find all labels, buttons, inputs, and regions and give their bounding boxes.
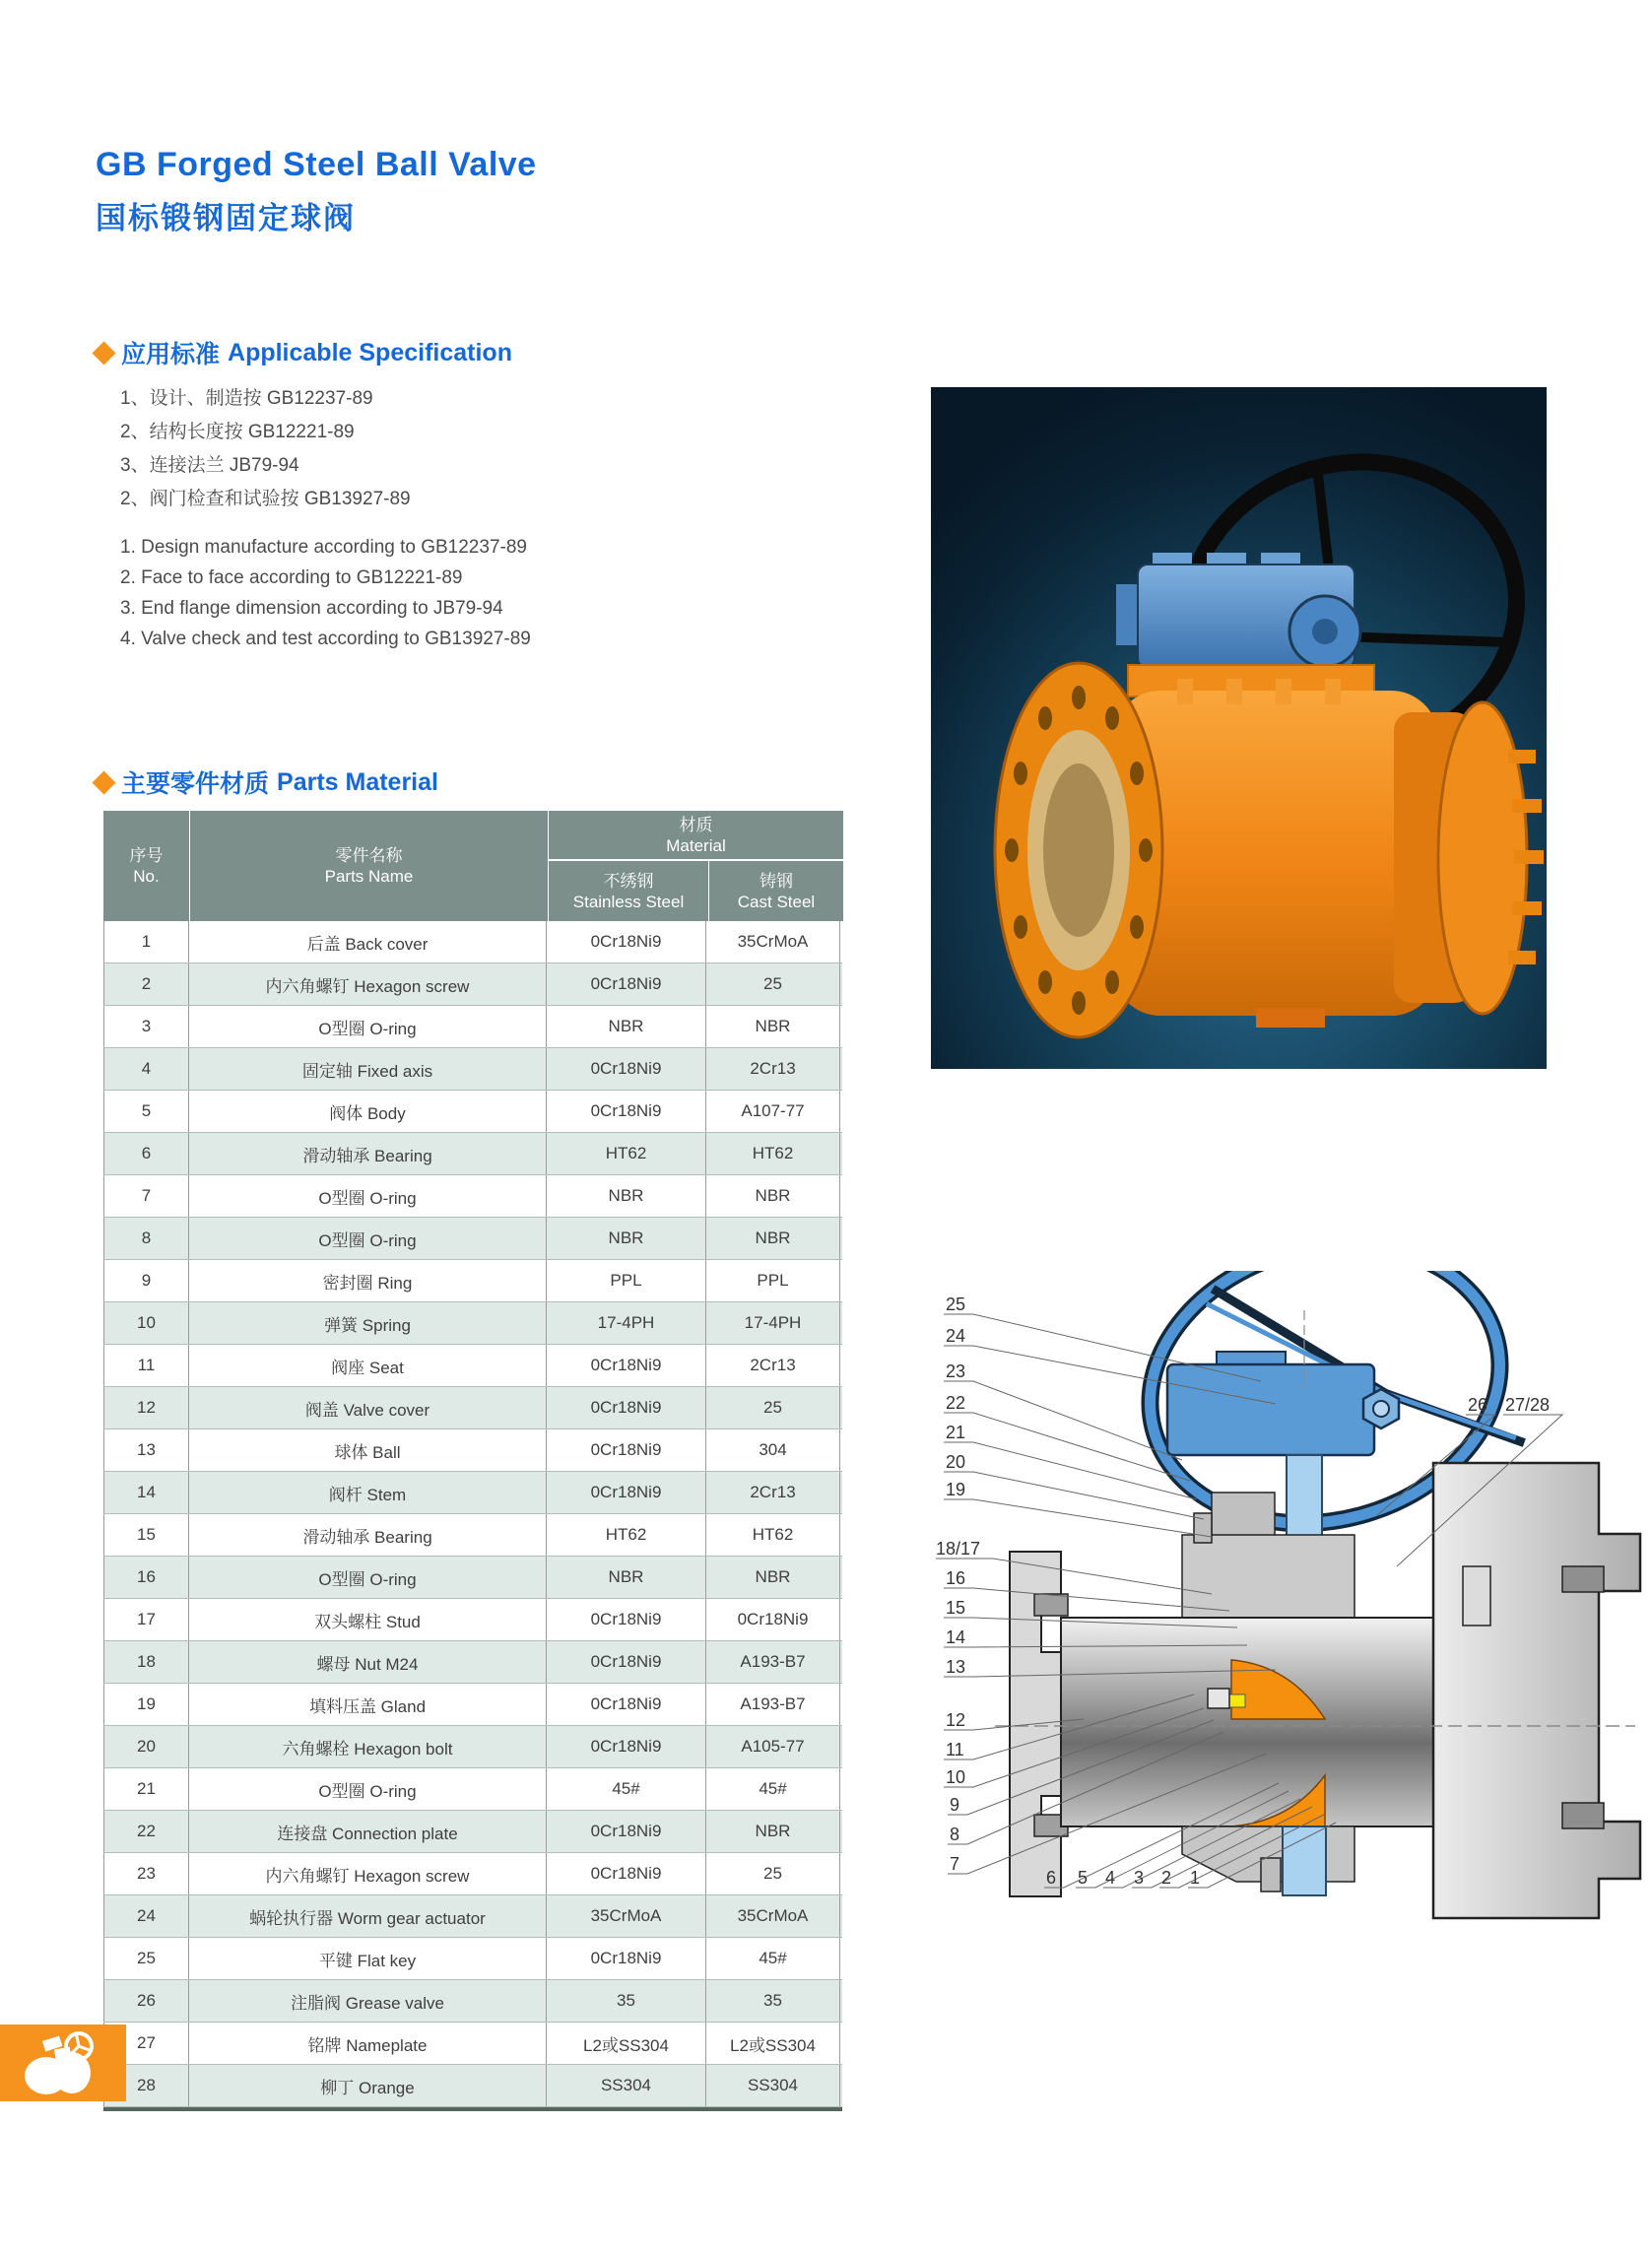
callout-label: 20 — [946, 1452, 966, 1472]
table-row — [103, 1768, 842, 1811]
table-cell-name: 内六角螺钉 Hexagon screw — [189, 963, 547, 1005]
table-cell-name: 固定轴 Fixed axis — [189, 1048, 547, 1090]
table-cell-no: 6 — [103, 1133, 189, 1174]
table-cell-name: 六角螺栓 Hexagon bolt — [189, 1726, 547, 1767]
callout-label: 6 — [1046, 1868, 1057, 1888]
table-cell-no: 1 — [103, 921, 189, 963]
table-cell-stainless: HT62 — [547, 1514, 706, 1556]
callout-label: 13 — [946, 1657, 966, 1677]
table-cell-name: 平键 Flat key — [189, 1938, 547, 1979]
table-cell-cast: NBR — [706, 1006, 840, 1047]
spec-heading-en: Applicable Specification — [228, 338, 512, 366]
spec-section-heading — [96, 335, 512, 370]
spec-item: 3、连接法兰 JB79-94 — [120, 455, 299, 476]
table-row — [103, 921, 842, 963]
table-cell-name: O型圈 O-ring — [189, 1218, 547, 1259]
brand-logo — [0, 2025, 126, 2101]
valve-logo-icon — [0, 2025, 126, 2101]
table-cell-stainless: 0Cr18Ni9 — [547, 1429, 706, 1471]
table-row — [103, 1938, 842, 1980]
table-cell-name: 内六角螺钉 Hexagon screw — [189, 1853, 547, 1894]
spec-item: 4. Valve check and test according to GB13927-89 — [120, 629, 531, 649]
table-row — [103, 1684, 842, 1726]
table-row — [103, 1980, 842, 2023]
table-cell-no: 26 — [103, 1980, 189, 2022]
table-cell-cast: NBR — [706, 1811, 840, 1852]
table-cell-stainless: 0Cr18Ni9 — [547, 1472, 706, 1513]
table-cell-no: 25 — [103, 1938, 189, 1979]
table-cell-no: 28 — [103, 2065, 189, 2106]
spec-item: 1. Design manufacture according to GB12237-89 — [120, 537, 527, 558]
table-row — [103, 1557, 842, 1599]
table-cell-stainless: 0Cr18Ni9 — [547, 1726, 706, 1767]
table-cell-stainless: NBR — [547, 1006, 706, 1047]
header-cell-material — [549, 811, 843, 921]
table-cell-stainless: 0Cr18Ni9 — [547, 963, 706, 1005]
table-cell-no: 16 — [103, 1557, 189, 1598]
parts-heading-zh: 主要零件材质 — [121, 770, 270, 798]
table-cell-name: 阀盖 Valve cover — [189, 1387, 547, 1428]
table-cell-cast: NBR — [706, 1218, 840, 1259]
table-cell-stainless: HT62 — [547, 1133, 706, 1174]
spec-heading-zh: 应用标准 — [121, 341, 221, 368]
table-row — [103, 963, 842, 1006]
table-cell-stainless: 0Cr18Ni9 — [547, 1599, 706, 1640]
table-row — [103, 1726, 842, 1768]
table-cell-name: 连接盘 Connection plate — [189, 1811, 547, 1852]
callout-label: 3 — [1134, 1868, 1145, 1888]
table-cell-cast: 2Cr13 — [706, 1048, 840, 1090]
table-cell-stainless: NBR — [547, 1218, 706, 1259]
table-cell-cast: HT62 — [706, 1514, 840, 1556]
table-cell-no: 9 — [103, 1260, 189, 1301]
callout-label: 7 — [950, 1854, 960, 1874]
table-cell-no: 7 — [103, 1175, 189, 1217]
table-cell-name: 双头螺柱 Stud — [189, 1599, 547, 1640]
diamond-icon — [92, 341, 115, 365]
table-cell-stainless: 0Cr18Ni9 — [547, 921, 706, 963]
callout-label: 15 — [946, 1598, 966, 1618]
table-cell-no: 11 — [103, 1345, 189, 1386]
table-cell-name: 注脂阀 Grease valve — [189, 1980, 547, 2022]
table-cell-name: 阀座 Seat — [189, 1345, 547, 1386]
parts-section-heading — [96, 764, 438, 800]
table-row — [103, 1599, 842, 1641]
callout-label: 8 — [950, 1825, 960, 1844]
table-cell-stainless: 0Cr18Ni9 — [547, 1345, 706, 1386]
table-row — [103, 1429, 842, 1472]
table-cell-no: 15 — [103, 1514, 189, 1556]
table-cell-cast: A193-B7 — [706, 1641, 840, 1683]
table-header — [103, 811, 842, 921]
table-cell-cast: 35 — [706, 1980, 840, 2022]
drawing-bore — [1061, 1618, 1437, 1826]
table-cell-name: O型圈 O-ring — [189, 1557, 547, 1598]
callout-label: 25 — [946, 1294, 966, 1314]
table-cell-cast: 35CrMoA — [706, 1895, 840, 1937]
table-cell-cast: 0Cr18Ni9 — [706, 1599, 840, 1640]
spec-item: 3. End flange dimension according to JB79-94 — [120, 598, 503, 619]
callout-label: 14 — [946, 1627, 966, 1647]
spec-item: 2. Face to face according to GB12221-89 — [120, 567, 463, 588]
table-cell-stainless: 0Cr18Ni9 — [547, 1938, 706, 1979]
table-cell-cast: 17-4PH — [706, 1302, 840, 1344]
table-body — [103, 921, 842, 2111]
page-title: GB Forged Steel Ball Valve — [96, 146, 537, 183]
callout-label: 11 — [946, 1740, 964, 1759]
callout-label: 21 — [946, 1423, 966, 1442]
table-cell-no: 12 — [103, 1387, 189, 1428]
table-cell-cast: 25 — [706, 1387, 840, 1428]
callout-label: 23 — [946, 1361, 966, 1381]
table-cell-cast: 45# — [706, 1768, 840, 1810]
spec-item: 2、结构长度按 GB12221-89 — [120, 422, 355, 442]
callout-label: 9 — [950, 1795, 960, 1815]
table-cell-no: 24 — [103, 1895, 189, 1937]
table-cell-cast: 45# — [706, 1938, 840, 1979]
table-cell-name: 蜗轮执行器 Worm gear actuator — [189, 1895, 547, 1937]
table-cell-cast: L2或SS304 — [706, 2023, 840, 2064]
table-cell-cast: HT62 — [706, 1133, 840, 1174]
callout-label: 26 — [1468, 1395, 1488, 1415]
callout-label: 24 — [946, 1326, 966, 1346]
table-row — [103, 1302, 842, 1345]
header-cell-parts-name: 零件名称 Parts Name — [190, 811, 548, 921]
product-photo — [931, 387, 1547, 1069]
table-cell-name: O型圈 O-ring — [189, 1768, 547, 1810]
table-cell-cast: 2Cr13 — [706, 1345, 840, 1386]
table-row — [103, 1811, 842, 1853]
diamond-icon — [92, 770, 115, 794]
table-cell-stainless: 0Cr18Ni9 — [547, 1048, 706, 1090]
callout-label: 27/28 — [1505, 1395, 1551, 1415]
table-cell-stainless: L2或SS304 — [547, 2023, 706, 2064]
table-row — [103, 2065, 842, 2107]
table-cell-name: O型圈 O-ring — [189, 1006, 547, 1047]
callout-label: 12 — [946, 1710, 966, 1730]
table-row — [103, 1006, 842, 1048]
table-cell-stainless: 17-4PH — [547, 1302, 706, 1344]
spec-item: 1、设计、制造按 GB12237-89 — [120, 388, 373, 409]
table-cell-no: 21 — [103, 1768, 189, 1810]
callout-label: 19 — [946, 1480, 966, 1499]
table-cell-name: 螺母 Nut M24 — [189, 1641, 547, 1683]
callout-label: 18/17 — [936, 1539, 981, 1559]
table-cell-name: 阀体 Body — [189, 1091, 547, 1132]
table-row — [103, 2023, 842, 2065]
table-cell-stainless: 35 — [547, 1980, 706, 2022]
table-cell-no: 18 — [103, 1641, 189, 1683]
table-cell-stainless: SS304 — [547, 2065, 706, 2106]
table-row — [103, 1514, 842, 1557]
callout-label: 16 — [946, 1568, 966, 1588]
callout-label: 2 — [1161, 1868, 1172, 1888]
table-cell-stainless: NBR — [547, 1557, 706, 1598]
table-cell-no: 17 — [103, 1599, 189, 1640]
table-cell-cast: 2Cr13 — [706, 1472, 840, 1513]
table-cell-name: 后盖 Back cover — [189, 921, 547, 963]
drawing-gearbox — [1167, 1364, 1374, 1455]
table-cell-cast: 25 — [706, 963, 840, 1005]
table-cell-name: 弹簧 Spring — [189, 1302, 547, 1344]
table-row — [103, 1133, 842, 1175]
table-cell-name: 阀杆 Stem — [189, 1472, 547, 1513]
table-cell-cast: A105-77 — [706, 1726, 840, 1767]
table-cell-stainless: 0Cr18Ni9 — [547, 1811, 706, 1852]
callout-label: 10 — [946, 1767, 966, 1787]
table-row — [103, 1853, 842, 1895]
table-row — [103, 1048, 842, 1091]
table-cell-name: 填料压盖 Gland — [189, 1684, 547, 1725]
table-cell-no: 5 — [103, 1091, 189, 1132]
table-cell-stainless: 45# — [547, 1768, 706, 1810]
table-cell-stainless: NBR — [547, 1175, 706, 1217]
cross-section-drawing — [936, 1271, 1652, 1931]
callout-label: 1 — [1190, 1868, 1201, 1888]
table-cell-no: 19 — [103, 1684, 189, 1725]
table-cell-stainless: 0Cr18Ni9 — [547, 1684, 706, 1725]
table-cell-no: 2 — [103, 963, 189, 1005]
table-cell-stainless: 0Cr18Ni9 — [547, 1853, 706, 1894]
table-cell-cast: A107-77 — [706, 1091, 840, 1132]
callout-label: 4 — [1105, 1868, 1116, 1888]
table-cell-no: 23 — [103, 1853, 189, 1894]
parts-heading-en: Parts Material — [277, 767, 438, 796]
page-subtitle: 国标锻钢固定球阀 — [96, 201, 356, 235]
table-cell-no: 8 — [103, 1218, 189, 1259]
table-row — [103, 1472, 842, 1514]
right-flange — [1438, 702, 1527, 1014]
table-row — [103, 1895, 842, 1938]
table-cell-no: 20 — [103, 1726, 189, 1767]
table-cell-name: 柳丁 Orange — [189, 2065, 547, 2106]
spec-item: 2、阀门检查和试验按 GB13927-89 — [120, 489, 411, 509]
table-row — [103, 1641, 842, 1684]
table-cell-name: O型圈 O-ring — [189, 1175, 547, 1217]
table-row — [103, 1260, 842, 1302]
parts-material-table — [103, 811, 842, 2111]
header-cell-stainless: 不绣钢 Stainless Steel — [549, 861, 708, 921]
table-row — [103, 1345, 842, 1387]
table-cell-name: 滑动轴承 Bearing — [189, 1514, 547, 1556]
table-cell-cast: NBR — [706, 1557, 840, 1598]
technical-drawing — [936, 1271, 1652, 1931]
table-cell-no: 13 — [103, 1429, 189, 1471]
table-cell-name: 滑动轴承 Bearing — [189, 1133, 547, 1174]
header-cell-cast: 铸钢 Cast Steel — [709, 861, 843, 921]
table-cell-no: 4 — [103, 1048, 189, 1090]
table-cell-stainless: 0Cr18Ni9 — [547, 1387, 706, 1428]
ball-valve-photo-graphic — [931, 387, 1547, 1069]
table-cell-stainless: PPL — [547, 1260, 706, 1301]
callout-label: 22 — [946, 1393, 966, 1413]
table-cell-name: 球体 Ball — [189, 1429, 547, 1471]
callout-label: 5 — [1078, 1868, 1089, 1888]
table-cell-name: 铭牌 Nameplate — [189, 2023, 547, 2064]
table-cell-cast: 35CrMoA — [706, 921, 840, 963]
table-cell-cast: 25 — [706, 1853, 840, 1894]
spec-list-zh — [120, 382, 411, 516]
table-cell-cast: 304 — [706, 1429, 840, 1471]
spec-list-en — [120, 532, 531, 654]
table-cell-stainless: 0Cr18Ni9 — [547, 1641, 706, 1683]
table-cell-no: 10 — [103, 1302, 189, 1344]
table-cell-no: 3 — [103, 1006, 189, 1047]
table-cell-no: 27 — [103, 2023, 189, 2064]
table-cell-no: 14 — [103, 1472, 189, 1513]
table-row — [103, 1387, 842, 1429]
table-cell-cast: A193-B7 — [706, 1684, 840, 1725]
table-row — [103, 1175, 842, 1218]
table-row — [103, 1091, 842, 1133]
table-cell-cast: NBR — [706, 1175, 840, 1217]
table-cell-name: 密封圈 Ring — [189, 1260, 547, 1301]
table-cell-stainless: 35CrMoA — [547, 1895, 706, 1937]
table-cell-cast: SS304 — [706, 2065, 840, 2106]
table-cell-no: 22 — [103, 1811, 189, 1852]
table-cell-stainless: 0Cr18Ni9 — [547, 1091, 706, 1132]
drawing-right-body — [1433, 1463, 1640, 1918]
table-row — [103, 1218, 842, 1260]
header-cell-no: 序号 No. — [103, 811, 189, 921]
table-cell-cast: PPL — [706, 1260, 840, 1301]
header-material-title: 材质 Material — [549, 811, 843, 861]
